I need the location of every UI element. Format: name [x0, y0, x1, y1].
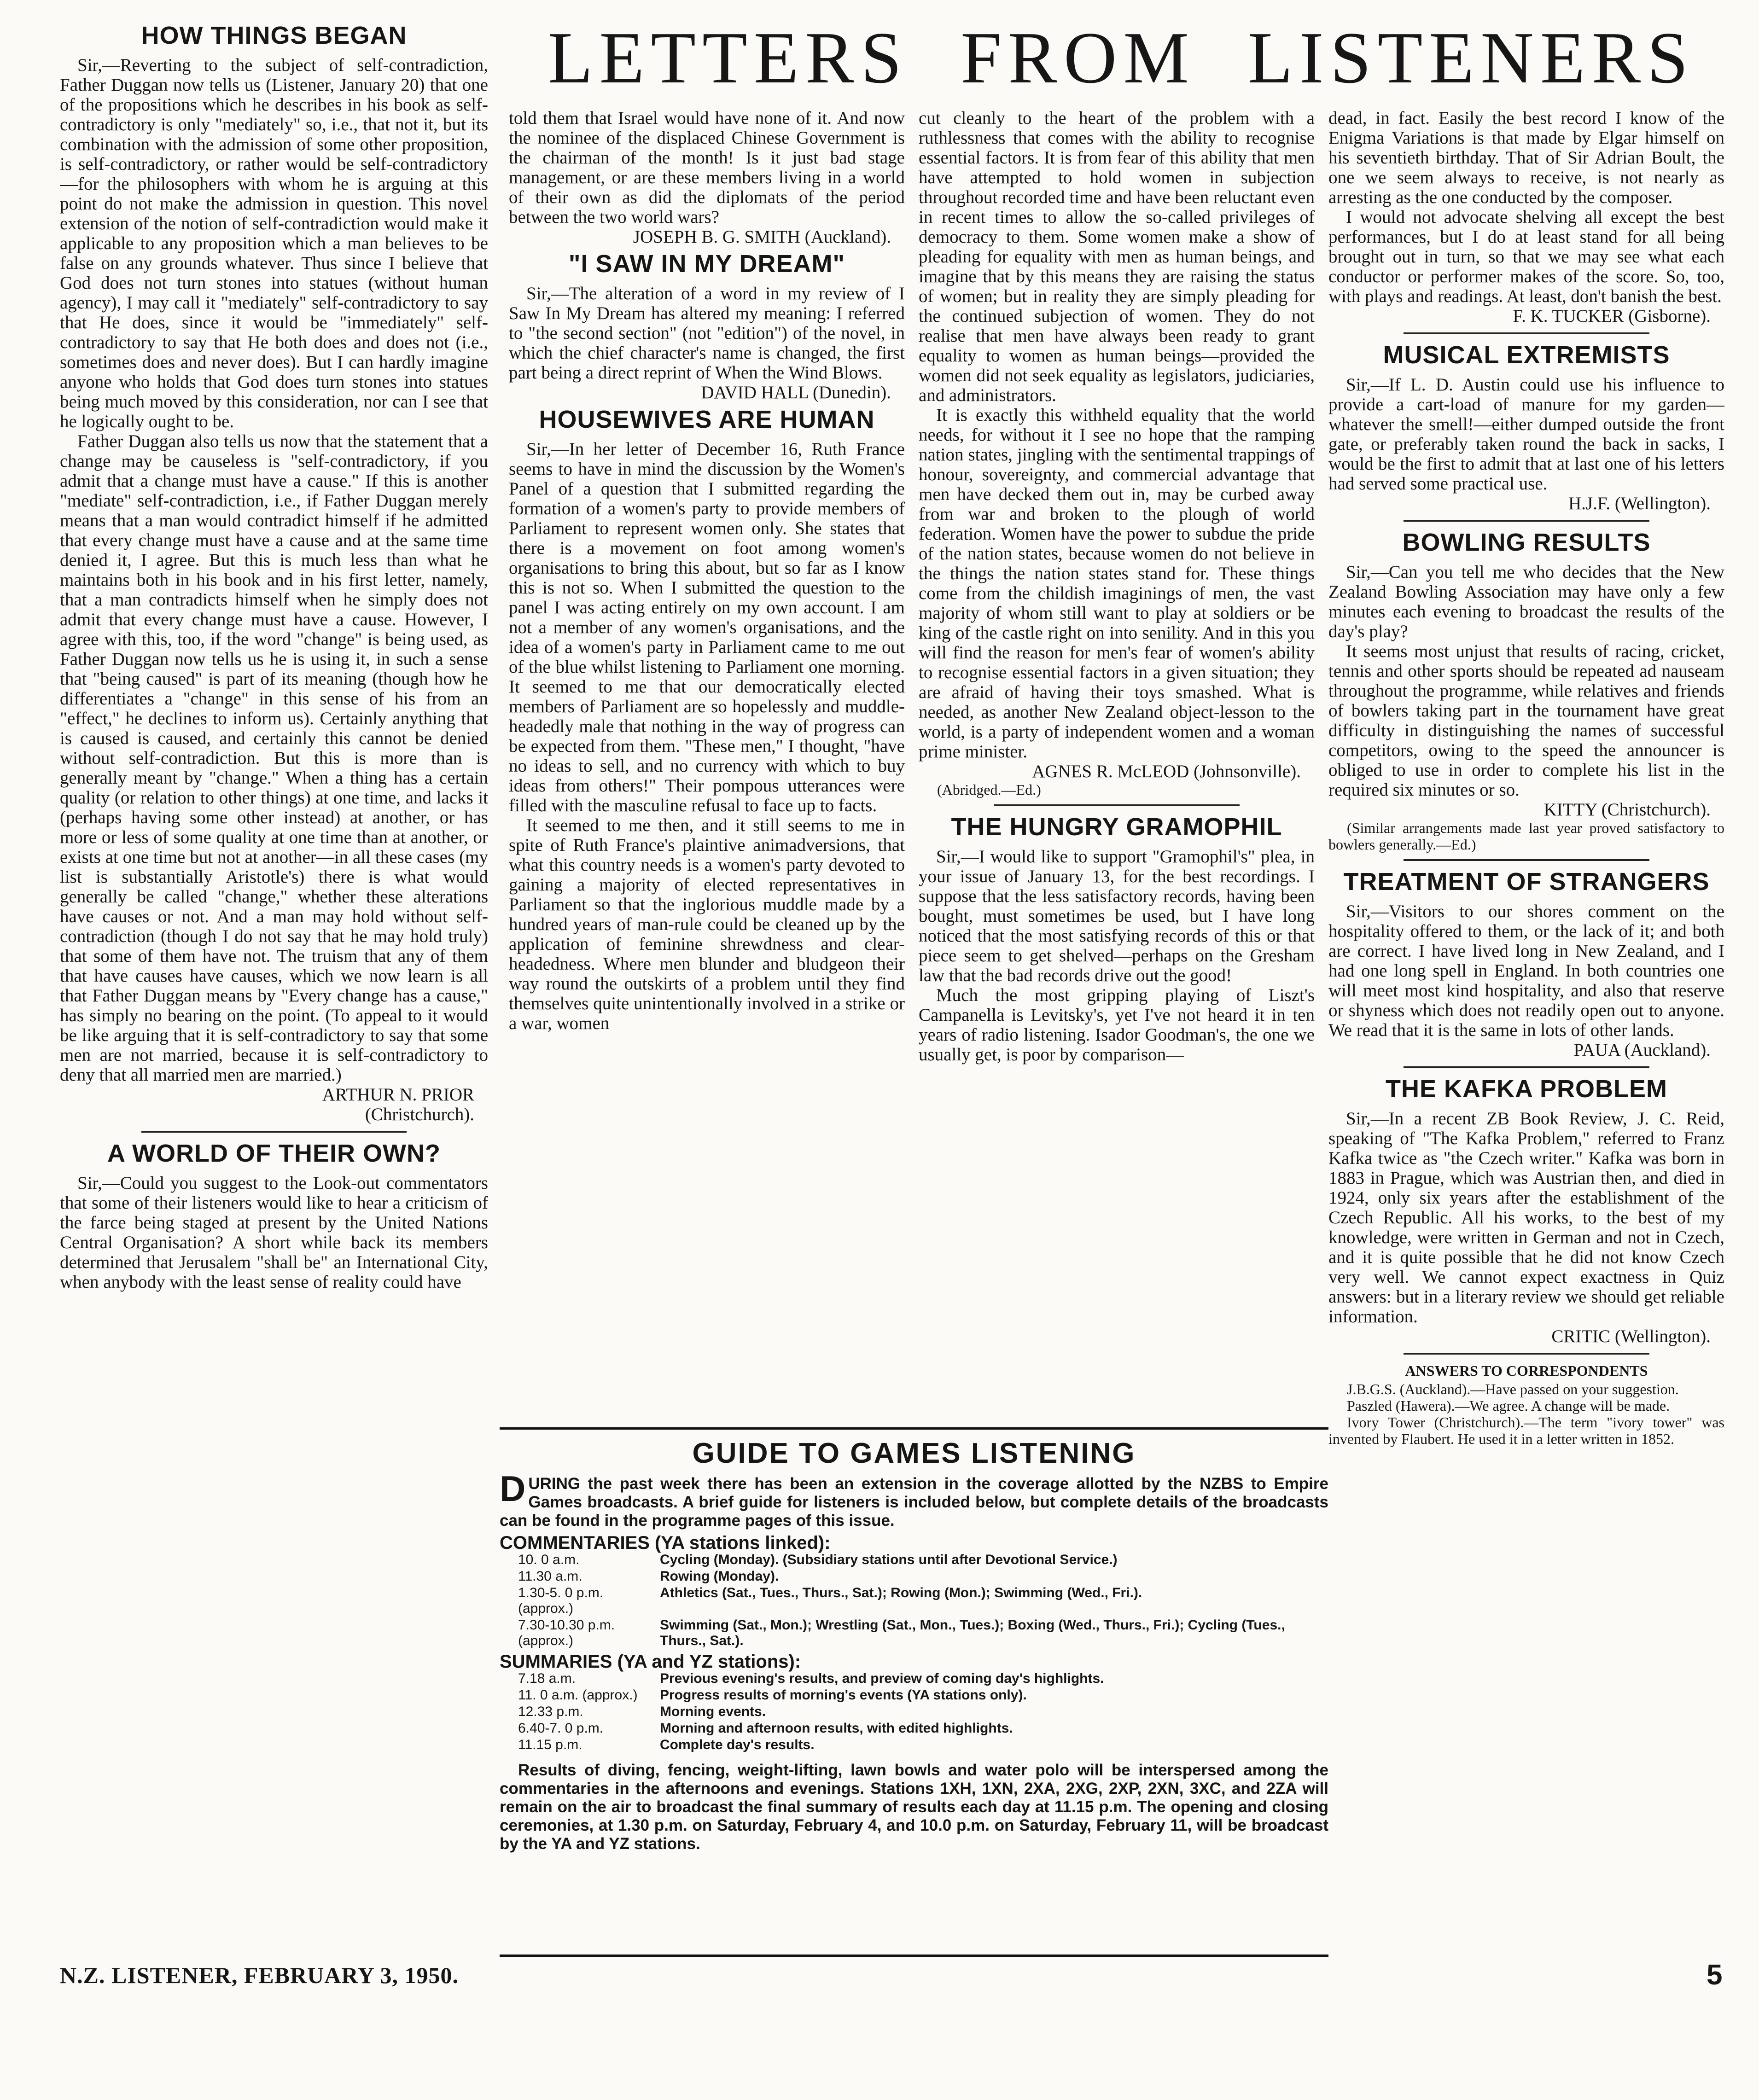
commentaries-heading: COMMENTARIES (YA stations linked): — [500, 1533, 831, 1553]
headline-i-saw-in-my-dream: "I SAW IN MY DREAM" — [568, 250, 845, 278]
editor-note: (Similar arrangements made last year proved satisfactory to bowlers generally.—Ed.) — [1328, 820, 1724, 853]
letter-paragraph: It is exactly this withheld equality that the world needs, for without it I see no hope that the ramping nation states, jingling with the sentimental trappings of honour, sovereignty, and commercial advantage that men have decked them out in, may be curbed away from war and broken to the plough of world federation. Women have the power to subdue the pride of the nation states, because women do not believe in the things the nation states stand for. These things come from the childish imaginings of men, the vast majority of whom still want to play at soldiers or be king of the castle right on into senility. And in this you will find the reason for men's fear of women's ability to recognise essential factors in a given situation; they are afraid of having their toys smashed. What is needed, as another New Zealand object-lesson to the world, is a party of independent women and a woman prime minister. — [919, 405, 1315, 762]
desc-cell: Swimming (Sat., Mon.); Wrestling (Sat., Mon., Tues.); Boxing (Wed., Thurs., Fri.); Cycling (Tues., Thurs., Sat.). — [660, 1617, 1285, 1648]
letter-paragraph: Sir,—The alteration of a word in my review of I Saw In My Dream has altered my meaning: I referred to "the second section" (not "edition") of the novel, in which the chief character's name is changed, the first part being a direct reprint of When the Wind Blows. — [509, 284, 905, 383]
summaries-table — [518, 1671, 1108, 1754]
games-guide-box — [500, 1427, 1328, 1957]
desc-cell: Morning and afternoon results, with edited highlights. — [660, 1721, 1013, 1736]
signature: KITTY (Christchurch). — [1543, 800, 1711, 820]
signature: CRITIC (Wellington). — [1551, 1326, 1711, 1346]
page-footer-dateline: N.Z. LISTENER, FEBRUARY 3, 1950. — [60, 1962, 459, 1988]
guide-footer: Results of diving, fencing, weight-lifting, lawn bowls and water polo will be interspersed among the commentaries in the afternoons and evenings. Stations 1XH, 1XN, 2XA, 2XG, 2XP, 2XN, 3XC, and 2ZA will remain on the air to broadcast the final summary of results each day at 11.15 p.m. The opening and closing ceremonies, at 1.30 p.m. on Saturday, February 4, and 10.0 p.m. on Saturday, February 11, will be broadcast by the YA and YZ stations. — [500, 1761, 1328, 1853]
letter-paragraph: Sir,—Can you tell me who decides that the New Zealand Bowling Association may have only a few minutes each evening to broadcast the results of the day's play? — [1328, 562, 1724, 641]
signature: JOSEPH B. G. SMITH (Auckland). — [633, 227, 891, 247]
letter-paragraph: cut cleanly to the heart of the problem with a ruthlessness that comes with the ability to recognise essential factors. It is from fear of this ability that men have attempted to hold women in subjection throughout recorded time and have been reluctant even in recent times to allow the so-called privileges of democracy to them. Some women make a show of pleading for equality with men as human beings, and imagine that by this means they are raising the status of women; but in reality they are simply pleading for the continued subjection of women. They do not realise that men have always been ready to grant equality to women as human beings—provided the women did not seek equality as legislators, judiciaries, and administrators. — [919, 108, 1315, 405]
answer-item: J.B.G.S. (Auckland).—Have passed on your suggestion. — [1347, 1381, 1679, 1397]
signature: ARTHUR N. PRIOR — [322, 1085, 474, 1105]
time-cell: 12.33 p.m. — [518, 1704, 583, 1719]
letter-paragraph: Sir,—In a recent ZB Book Review, J. C. Reid, speaking of "The Kafka Problem," referred to Franz Kafka twice as "the Czech writer." Kafka was born in 1883 in Prague, which was Austrian then, and died in 1924, only six years after the establishment of the Czech Republic. All his works, to the best of my knowledge, were written in German and not in Czech, and it is quite possible that he did not know Czech very well. We cannot expect exactness in Quiz answers: but in a literary review we should get reliable information. — [1328, 1109, 1724, 1326]
headline-bowling-results: BOWLING RESULTS — [1402, 529, 1651, 556]
letter-paragraph: Sir,—Visitors to our shores comment on the hospitality offered to them, or the lack of it; and both are correct. I have lived long in New Zealand, and I had one long spell in England. In both countries one will meet most kind hospitality, and also that reserve or shyness which does not readily open out to anyone. We read that it is the same in lots of other lands. — [1328, 902, 1724, 1040]
letter-paragraph: dead, in fact. Easily the best record I know of the Enigma Variations is that made by Elgar himself on his seventieth birthday. That of Sir Adrian Boult, the one we seem always to receive, is not nearly as arresting as the one conducted by the composer. — [1328, 108, 1724, 207]
table-row — [518, 1617, 1328, 1650]
divider — [994, 804, 1239, 806]
answer-item: Paszled (Hawera).—We agree. A change will be made. — [1347, 1397, 1670, 1414]
letter-paragraph: Sir,—If L. D. Austin could use his influence to provide a cart-load of manure for my garden—whatever the smell!—either dumped outside the front gate, or preferably taken round the back in sacks, I would be the first to admit that at last one of his letters had served some practical use. — [1328, 375, 1724, 494]
table-row — [518, 1721, 1108, 1737]
answers-heading: ANSWERS TO CORRESPONDENTS — [1405, 1362, 1648, 1379]
letter-paragraph: Sir,—Could you suggest to the Look-out commentators that some of their listeners would like to hear a criticism of the farce being staged at present by the United Nations Central Organisation? A short while back its members determined that Jerusalem "shall be" an International City, when anybody with the least sense of reality could have — [60, 1173, 488, 1292]
divider — [1404, 859, 1649, 861]
headline-kafka-problem: THE KAFKA PROBLEM — [1386, 1075, 1667, 1103]
page-number: 5 — [1707, 1959, 1723, 1991]
headline-musical-extremists: MUSICAL EXTREMISTS — [1383, 341, 1670, 369]
masthead: LETTERS FROM LISTENERS — [548, 17, 1695, 99]
table-row — [518, 1671, 1108, 1687]
summaries-heading: SUMMARIES (YA and YZ stations): — [500, 1652, 801, 1672]
time-cell: 1.30-5. 0 p.m. (approx.) — [518, 1585, 604, 1616]
table-row — [518, 1704, 1108, 1721]
time-cell: 11.30 a.m. — [518, 1569, 582, 1584]
time-cell: 11.15 p.m. — [518, 1737, 582, 1752]
letter-paragraph: It seems most unjust that results of racing, cricket, tennis and other sports should be repeated ad nauseam throughout the programme, while relatives and friends of bowlers taking part in the tournament have great difficulty in distinguishing the names of successful competitors, owing to the speed the announcer is obliged to use in order to complete his list in the required six minutes or so. — [1328, 641, 1724, 800]
answer-item: Ivory Tower (Christchurch).—The term "ivory tower" was invented by Flaubert. He used it in a letter written in 1852. — [1328, 1414, 1724, 1447]
divider — [141, 1131, 407, 1133]
desc-cell: Progress results of morning's events (YA stations only). — [660, 1687, 1027, 1703]
time-cell: 6.40-7. 0 p.m. — [518, 1721, 604, 1736]
table-row — [518, 1737, 1108, 1754]
drop-cap: D — [500, 1468, 526, 1509]
headline-housewives-are-human: HOUSEWIVES ARE HUMAN — [539, 406, 875, 433]
letter-paragraph: I would not advocate shelving all except the best performances, but I do at least stand for all being brought out in turn, so that we may see what each conductor or performer makes of the score. So, too, with plays and readings. At least, don't banish the best. — [1328, 207, 1724, 306]
guide-intro-text: URING the past week there has been an extension in the coverage allotted by the NZBS to Empire Games broadcasts. A brief guide for listeners is included below, but complete details of the broadcasts can be found in the programme pages of this issue. — [500, 1475, 1328, 1530]
signature: F. K. TUCKER (Gisborne). — [1513, 306, 1711, 326]
signature: H.J.F. (Wellington). — [1568, 494, 1711, 513]
headline-how-things-began: HOW THINGS BEGAN — [141, 22, 407, 49]
column-4 — [1328, 108, 1724, 1950]
signature-location: (Christchurch). — [365, 1105, 474, 1124]
editor-note: (Abridged.—Ed.) — [937, 781, 1041, 798]
desc-cell: Rowing (Monday). — [660, 1569, 779, 1584]
desc-cell: Cycling (Monday). (Subsidiary stations until after Devotional Service.) — [660, 1552, 1118, 1567]
headline-world-of-their-own: A WORLD OF THEIR OWN? — [107, 1140, 441, 1167]
guide-title: GUIDE TO GAMES LISTENING — [692, 1437, 1136, 1469]
letter-paragraph: Much the most gripping playing of Liszt's Campanella is Levitsky's, yet I've not heard it in ten years of radio listening. Isador Goodman's, the one we usually get, is poor by comparison— — [919, 985, 1315, 1065]
column-3 — [919, 108, 1315, 1411]
desc-cell: Complete day's results. — [660, 1737, 815, 1752]
letter-paragraph: Father Duggan also tells us now that the statement that a change may be causeless is "self-contradictory, if you admit that a change must have a cause." If this is another "mediate" self-contradiction, i.e., if Father Duggan merely means that a man would contradict himself if he admitted that every change must have a cause and at the same time denied it, I agree. But this is much less than what he maintains both in his book and in his first letter, namely, that a man contradicts himself when he simply does not admit that every change must have a cause. However, I agree with this, too, if the word "change" is being used, as Father Duggan now tells us he is using it, in such a sense that "being caused" is part of its meaning (though how he differentiates a "change" in this sense of his from an "effect," he declines to inform us). Certainly anything that is caused is caused, and certainly this cannot be denied without self-contradiction. But this is more than is generally meant by "change." When a thing has a certain quality (or relation to other things) at one time, and lacks it (perhaps having some other instead) at another, or has more or less of some quality at one time than at another, or exists at one time but not at another—in all these cases (my list is substantially Aristotle's) there is what would generally be called "change," whether these alterations have causes or not. And a man may hold without self-contradiction (though I do not say that he may hold truly) that some of them have not. The truism that any of them that have causes have causes, which we now learn is all that Father Duggan means by "Every change has a cause," has simply no bearing on the point. (To appeal to it would be like arguing that it is self-contradictory to say that some men are not married, because it is self-contradictory to deny that all married men are married.) — [60, 431, 488, 1085]
table-row — [518, 1585, 1328, 1617]
letter-paragraph: Sir,—I would like to support "Gramophil's" plea, in your issue of January 13, for the best recordings. I suppose that the less satisfactory records, having been bought, must sometimes be used, but I have long noticed that the most satisfying records of this or that piece seem to get shelved—perhaps on the Gresham law that the bad records drive out the good! — [919, 847, 1315, 985]
letter-paragraph: Sir,—Reverting to the subject of self-contradiction, Father Duggan now tells us (Listener, January 20) that one of the propositions which he describes in his book as self-contradictory is only "mediately" so, i.e., that not it, but its combination with the admission of some other proposition, is self-contradictory, or rather would be self-contradictory—for the philosophers with whom he is arguing at this point do not make the admission in question. This novel extension of the notion of self-contradiction would make it applicable to any proposition which a man believes to be false on any grounds whatever. Thus since I believe that God does not turn stones into statues (without human agency), I may call it "mediately" self-contradictory to say that He does, since it would be "immediately" self-contradictory to say that He both does and does not (i.e., sometimes does and never does). But I can hardly imagine anyone who holds that God does turn stones into statues being much moved by this consideration, nor can I see that he logically ought to be. — [60, 55, 488, 431]
signature: DAVID HALL (Dunedin). — [701, 383, 891, 402]
desc-cell: Athletics (Sat., Tues., Thurs., Sat.); Rowing (Mon.); Swimming (Wed., Fri.). — [660, 1585, 1142, 1600]
desc-cell: Previous evening's results, and preview of coming day's highlights. — [660, 1671, 1104, 1686]
signature: AGNES R. McLEOD (Johnsonville). — [1032, 762, 1301, 781]
desc-cell: Morning events. — [660, 1704, 766, 1719]
time-cell: 7.18 a.m. — [518, 1671, 576, 1686]
headline-treatment-of-strangers: TREATMENT OF STRANGERS — [1343, 868, 1710, 896]
divider — [1404, 520, 1649, 522]
column-2 — [509, 108, 905, 1411]
time-cell: 10. 0 a.m. — [518, 1552, 580, 1567]
letter-paragraph: told them that Israel would have none of it. And now the nominee of the displaced Chinese Government is the chairman of the month! Is it just bad stage management, or are these members living in a world of their own as did the diplomats of the period between the two world wars? — [509, 108, 905, 227]
guide-intro — [500, 1468, 1328, 1530]
time-cell: 7.30-10.30 p.m. (approx.) — [518, 1617, 615, 1648]
commentaries-table — [518, 1552, 1328, 1650]
table-row — [518, 1552, 1328, 1569]
divider — [1404, 332, 1649, 334]
table-row — [518, 1687, 1108, 1704]
divider — [1404, 1066, 1649, 1068]
time-cell: 11. 0 a.m. (approx.) — [518, 1687, 638, 1703]
letter-paragraph: Sir,—In her letter of December 16, Ruth France seems to have in mind the discussion by the Women's Panel of a question that I submitted regarding the formation of a women's party to provide members of Parliament to represent women only. She states that there is a movement on foot among women's organisations to bring this about, but so far as I know this is not so. When I submitted the question to the panel I was acting entirely on my own account. I am not a member of any women's organisations, and the idea of a women's party in Parliament came to me out of the blue whilst listening to Parliament one morning. It seemed to me that our democratically elected members of Parliament are so hopelessly and muddle-headedly male that nothing in the way of progress can be expected from them. "These men," I thought, "have no ideas to sell, and no currency with which to buy ideas from others!" Their pompous utterances were filled with the masculine refusal to face up to facts. — [509, 439, 905, 815]
letter-paragraph: It seemed to me then, and it still seems to me in spite of Ruth France's plaintive animadversions, that what this country needs is a women's party devoted to gaining a majority of elected representatives in Parliament so that the inglorious muddle made by a hundred years of man-rule could be cleaned up by the application of feminine shrewdness and clear-headedness. Where men blunder and bludgeon their way round the outskirts of a problem until they find themselves quite unintentionally involved in a strike or a war, women — [509, 815, 905, 1033]
signature: PAUA (Auckland). — [1573, 1040, 1711, 1060]
table-row — [518, 1569, 1328, 1585]
headline-hungry-gramophil: THE HUNGRY GRAMOPHIL — [951, 813, 1282, 841]
divider — [1404, 1353, 1649, 1355]
column-1 — [60, 18, 488, 1948]
